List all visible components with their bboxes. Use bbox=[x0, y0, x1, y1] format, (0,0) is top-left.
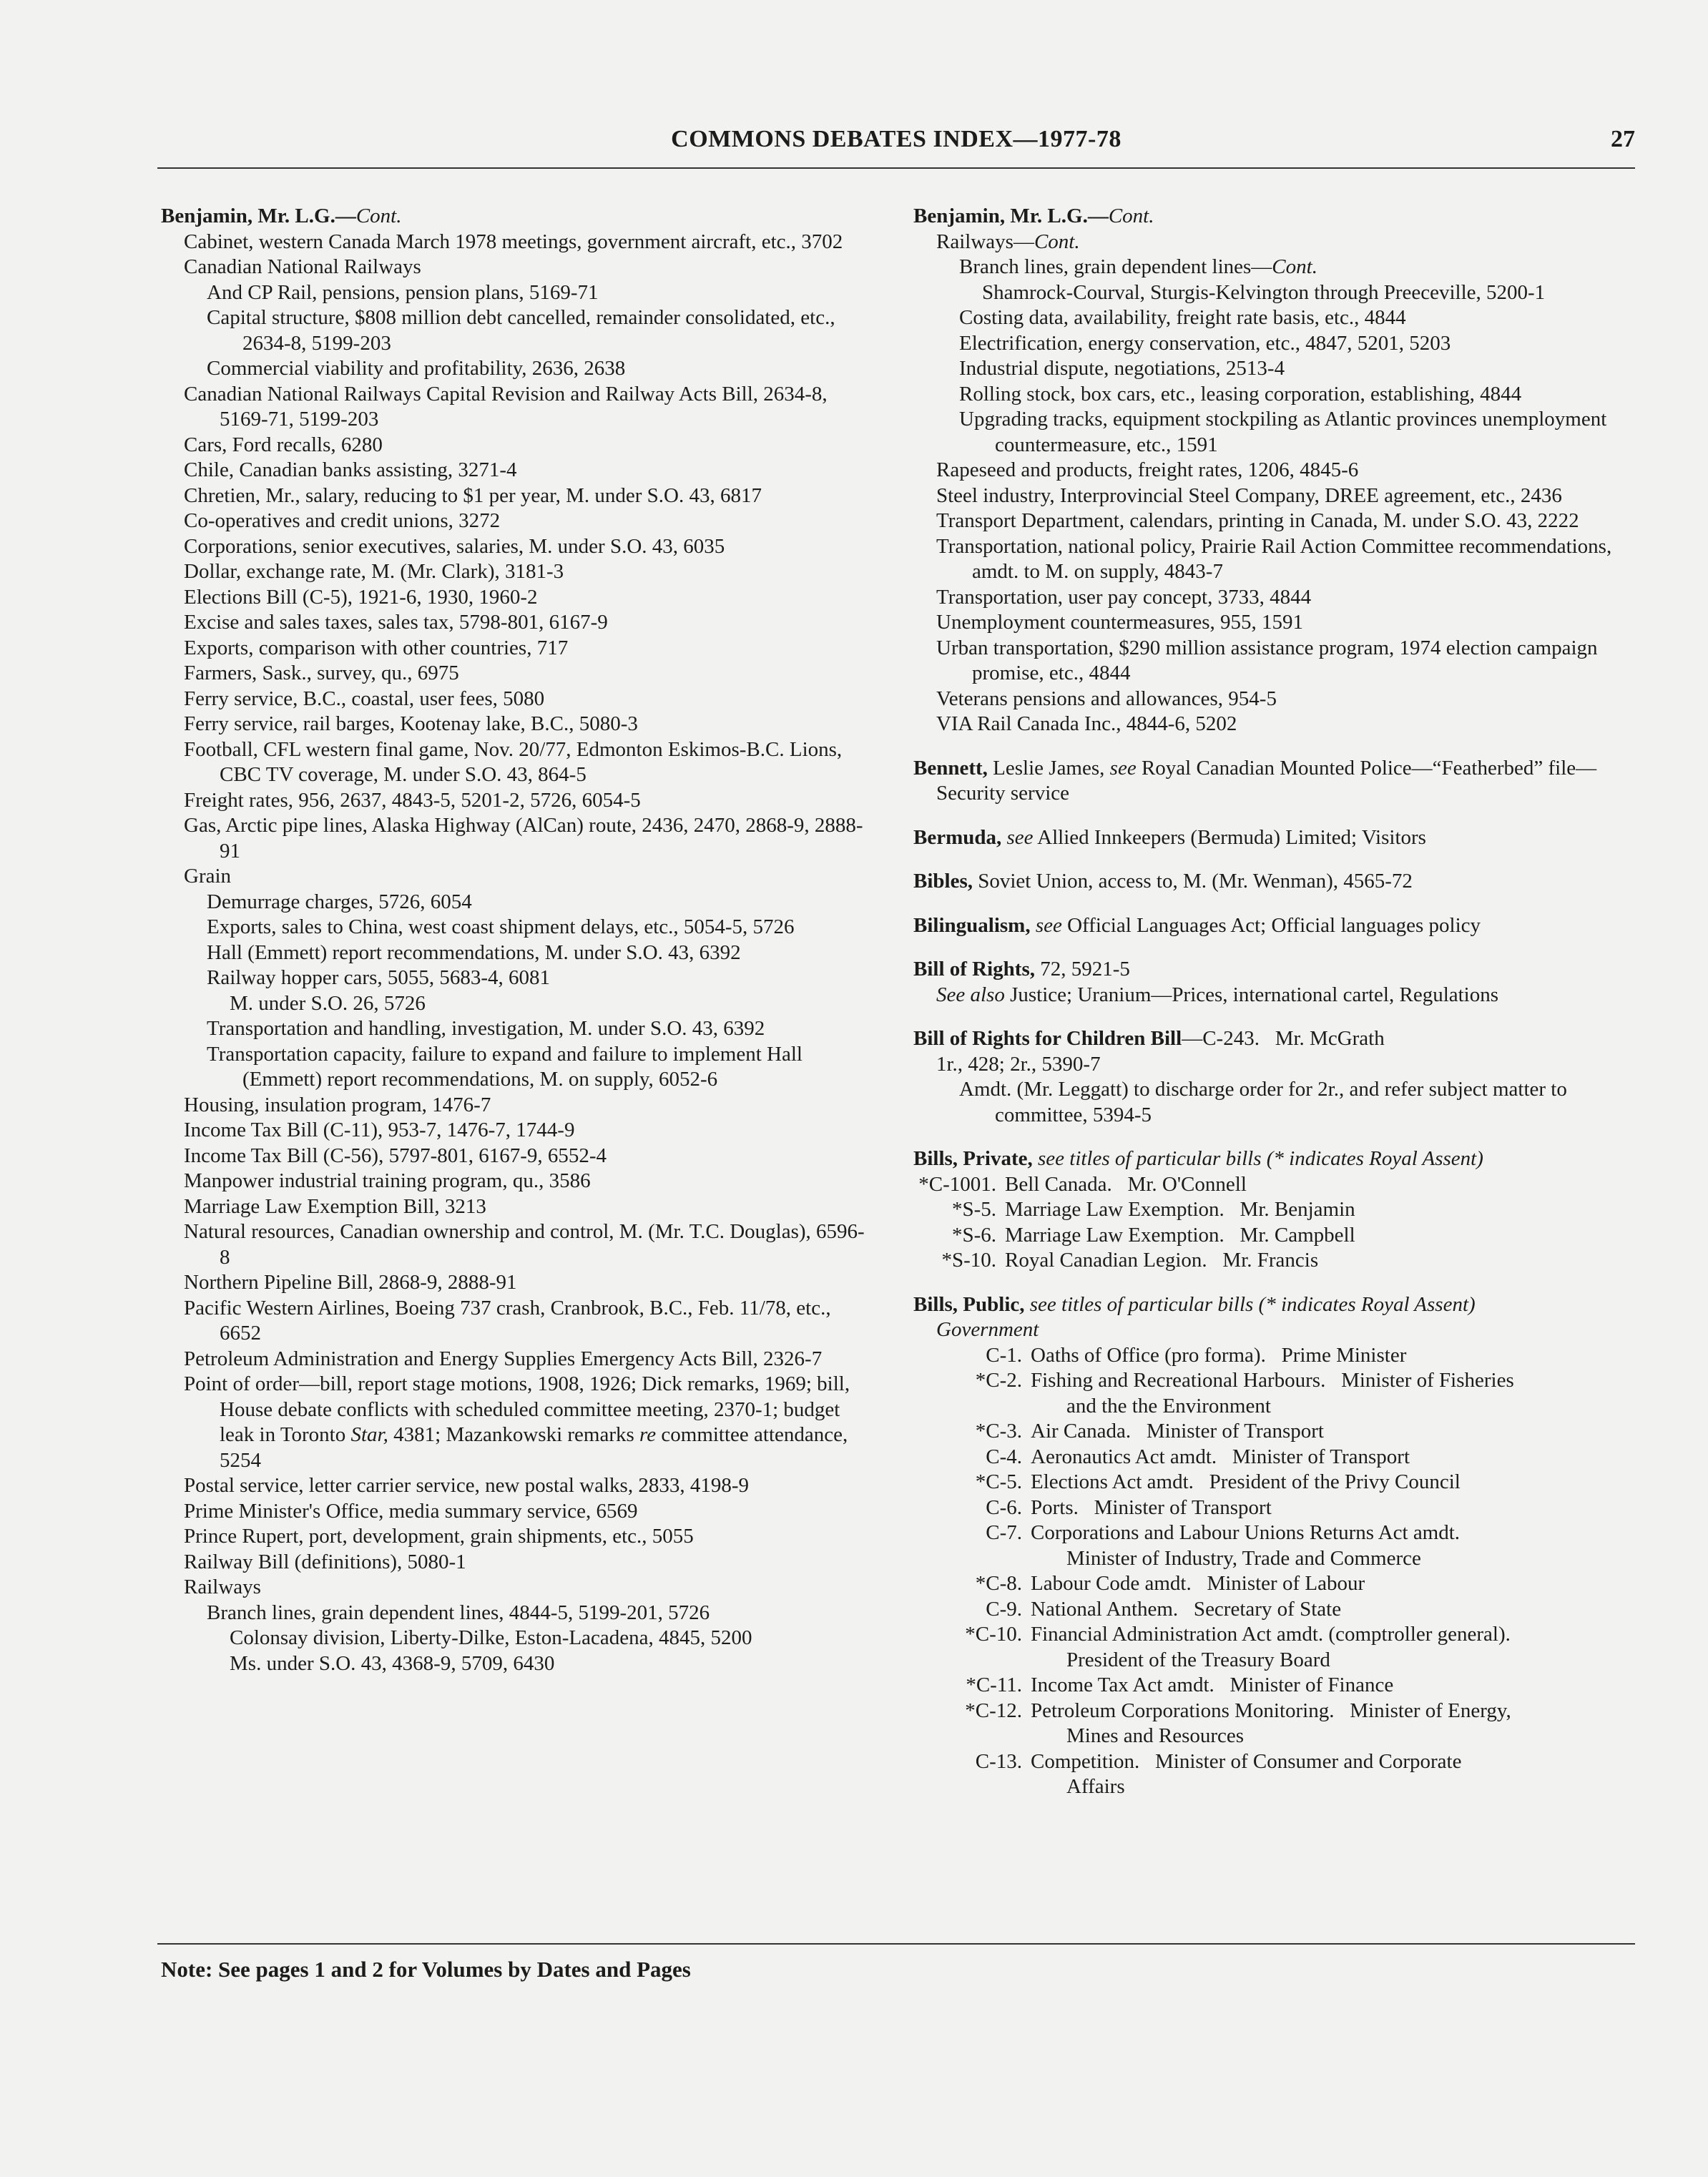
index-entry: Railway Bill (definitions), 5080-1 bbox=[184, 1550, 466, 1573]
index-entry: Pacific Western Airlines, Boeing 737 crash, Cranbrook, B.C., Feb. 11/78, etc., 6652 bbox=[184, 1296, 831, 1345]
bill-item bbox=[916, 1699, 1639, 1749]
index-entry: Prince Rupert, port, development, grain shipments, etc., 5055 bbox=[184, 1525, 694, 1548]
footer-rule bbox=[157, 1943, 1635, 1945]
bills-public-subhead: Government bbox=[936, 1318, 1039, 1341]
bill-title: Aeronautics Act amdt. Minister of Transport bbox=[1031, 1445, 1410, 1468]
index-entry: Canadian National Railways Capital Revision and Railway Acts Bill, 2634-8, 5169-71, 5199-203 bbox=[184, 382, 828, 431]
index-entry-point-of-order: Point of order—bill, report stage motions, 1908, 1926; Dick remarks, 1969; bill, House debate conflicts with scheduled committee meeting, 2370-1; budget leak in Toronto Star, 4381; Mazankowski remarks re committee attendance, 5254 bbox=[184, 1372, 850, 1472]
bill-number: *S-6. bbox=[951, 1223, 996, 1247]
index-entry: Transportation, user pay concept, 3733, 4844 bbox=[936, 585, 1312, 609]
bill-item bbox=[916, 1343, 1639, 1369]
bill-title: Labour Code amdt. Minister of Labour bbox=[1031, 1572, 1365, 1595]
index-entry: Cars, Ford recalls, 6280 bbox=[184, 433, 383, 456]
index-entry: Railways bbox=[184, 1576, 261, 1598]
right-column bbox=[913, 204, 1639, 1800]
index-subentry: Amdt. (Mr. Leggatt) to discharge order for 2r., and refer subject matter to committee, 5394-5 bbox=[959, 1078, 1567, 1126]
bill-number: *C-8. bbox=[975, 1572, 1022, 1595]
bill-number: *C-5. bbox=[975, 1470, 1022, 1493]
bill-item bbox=[916, 1571, 1639, 1597]
bill-item bbox=[916, 1520, 1639, 1571]
bill-number: C-1. bbox=[986, 1343, 1022, 1367]
index-entry: Steel industry, Interprovincial Steel Company, DREE agreement, etc., 2436 bbox=[936, 483, 1562, 507]
bill-title: Air Canada. Minister of Transport bbox=[1031, 1420, 1324, 1443]
bill-title: National Anthem. Secretary of State bbox=[1031, 1597, 1342, 1621]
bill-item bbox=[916, 1749, 1639, 1800]
index-subentry: M. under S.O. 26, 5726 bbox=[230, 991, 426, 1015]
left-column bbox=[161, 204, 865, 1676]
index-subentry: Ms. under S.O. 43, 4368-9, 5709, 6430 bbox=[230, 1651, 555, 1675]
index-subentry: Shamrock-Courval, Sturgis-Kelvington through Preeceville, 5200-1 bbox=[982, 280, 1546, 304]
index-subentry: Electrification, energy conservation, etc., 4847, 5201, 5203 bbox=[959, 331, 1451, 355]
bill-item bbox=[916, 1597, 1639, 1623]
index-subentry: Branch lines, grain dependent lines, 4844-5, 5199-201, 5726 bbox=[207, 1601, 710, 1624]
bill-title: Corporations and Labour Unions Returns Act amdt. Minister of Industry, Trade and Commerce bbox=[1031, 1521, 1461, 1570]
bill-title: Bell Canada. Mr. O'Connell bbox=[1005, 1172, 1247, 1196]
bill-number: C-9. bbox=[986, 1597, 1022, 1621]
bill-title: Elections Act amdt. President of the Privy Council bbox=[1031, 1470, 1461, 1493]
bill-item bbox=[890, 1223, 1639, 1249]
index-entry: VIA Rail Canada Inc., 4844-6, 5202 bbox=[936, 712, 1237, 735]
index-heading-bills-private: Bills, Private, see titles of particular bills (* indicates Royal Assent) bbox=[913, 1147, 1483, 1170]
page-number: 27 bbox=[1611, 126, 1635, 152]
bill-title: Marriage Law Exemption. Mr. Benjamin bbox=[1005, 1198, 1355, 1221]
footer-note: Note: See pages 1 and 2 for Volumes by Dates and Pages bbox=[161, 1957, 691, 1982]
bill-number: *S-5. bbox=[951, 1198, 996, 1221]
index-heading: Benjamin, Mr. L.G.—Cont. bbox=[913, 205, 1154, 227]
bill-title: Petroleum Corporations Monitoring. Minister of Energy, Mines and Resources bbox=[1031, 1699, 1511, 1747]
index-entry: Income Tax Bill (C-56), 5797-801, 6167-9, 6552-4 bbox=[184, 1144, 607, 1167]
index-subentry: Transportation and handling, investigation, M. under S.O. 43, 6392 bbox=[207, 1017, 765, 1040]
index-entry: Exports, comparison with other countries, 717 bbox=[184, 636, 569, 659]
bill-item bbox=[916, 1368, 1639, 1419]
bill-number: *C-1001. bbox=[918, 1172, 996, 1196]
bill-number: *C-11. bbox=[966, 1674, 1022, 1696]
bill-title: Fishing and Recreational Harbours. Minister of Fisheries and the the Environment bbox=[1031, 1369, 1514, 1417]
index-entry: Football, CFL western final game, Nov. 20/77, Edmonton Eskimos-B.C. Lions, CBC TV coverage, M. under S.O. 43, 864-5 bbox=[184, 737, 843, 786]
bill-number: *C-3. bbox=[975, 1420, 1022, 1443]
index-entry: Veterans pensions and allowances, 954-5 bbox=[936, 687, 1277, 710]
page-header bbox=[157, 126, 1635, 166]
index-entry: Housing, insulation program, 1476-7 bbox=[184, 1093, 491, 1116]
bill-title: Oaths of Office (pro forma). Prime Minister bbox=[1031, 1343, 1407, 1367]
index-heading-bills-public: Bills, Public, see titles of particular bills (* indicates Royal Assent) bbox=[913, 1292, 1476, 1316]
index-subentry: Rolling stock, box cars, etc., leasing corporation, establishing, 4844 bbox=[959, 382, 1522, 406]
index-entry: Ferry service, B.C., coastal, user fees, 5080 bbox=[184, 687, 545, 710]
index-entry: Transport Department, calendars, printing in Canada, M. under S.O. 43, 2222 bbox=[936, 509, 1579, 532]
bill-item bbox=[916, 1470, 1639, 1495]
index-entry: Canadian National Railways bbox=[184, 255, 421, 278]
bill-item bbox=[916, 1622, 1639, 1673]
index-entry: Excise and sales taxes, sales tax, 5798-801, 6167-9 bbox=[184, 611, 608, 634]
index-entry: Railways—Cont. bbox=[936, 230, 1080, 253]
bill-number: C-7. bbox=[986, 1521, 1022, 1544]
index-subentry: Colonsay division, Liberty-Dilke, Eston-Lacadena, 4845, 5200 bbox=[230, 1626, 752, 1649]
bill-title: Competition. Minister of Consumer and Corporate Affairs bbox=[1031, 1749, 1462, 1798]
index-entry: Farmers, Sask., survey, qu., 6975 bbox=[184, 662, 459, 684]
index-subentry: Upgrading tracks, equipment stockpiling as Atlantic provinces unemployment countermeasure, etc., 1591 bbox=[959, 408, 1607, 456]
bill-number: *C-10. bbox=[965, 1623, 1022, 1646]
bill-item bbox=[890, 1248, 1639, 1274]
index-entry: Cabinet, western Canada March 1978 meetings, government aircraft, etc., 3702 bbox=[184, 230, 843, 253]
index-entry: Natural resources, Canadian ownership and control, M. (Mr. T.C. Douglas), 6596-8 bbox=[184, 1220, 865, 1269]
bill-number: C-4. bbox=[986, 1445, 1022, 1468]
bill-title: Income Tax Act amdt. Minister of Finance bbox=[1031, 1674, 1394, 1696]
index-entry: 1r., 428; 2r., 5390-7 bbox=[936, 1052, 1101, 1076]
bill-title: Ports. Minister of Transport bbox=[1031, 1495, 1272, 1519]
index-subentry: Demurrage charges, 5726, 6054 bbox=[207, 890, 472, 913]
index-entry: Chile, Canadian banks assisting, 3271-4 bbox=[184, 458, 517, 481]
index-entry: Dollar, exchange rate, M. (Mr. Clark), 3181-3 bbox=[184, 560, 564, 583]
index-subentry: Industrial dispute, negotiations, 2513-4 bbox=[959, 357, 1285, 380]
index-entry: Rapeseed and products, freight rates, 1206, 4845-6 bbox=[936, 458, 1359, 481]
index-subentry: Railway hopper cars, 5055, 5683-4, 6081 bbox=[207, 966, 551, 989]
index-heading-bennett: Bennett, Leslie James, see Royal Canadian Mounted Police—“Featherbed” file—Security service bbox=[913, 756, 1597, 805]
index-heading: Benjamin, Mr. L.G.—Cont. bbox=[161, 205, 402, 227]
public-bills-list bbox=[913, 1343, 1639, 1800]
page-title: COMMONS DEBATES INDEX—1977-78 bbox=[671, 126, 1122, 152]
index-subentry: Costing data, availability, freight rate basis, etc., 4844 bbox=[959, 306, 1406, 329]
index-heading-bermuda: Bermuda, see Allied Innkeepers (Bermuda) Limited; Visitors bbox=[913, 825, 1426, 849]
index-heading-bill-of-rights: Bill of Rights, 72, 5921-5 bbox=[913, 958, 1130, 981]
index-entry: Ferry service, rail barges, Kootenay lake, B.C., 5080-3 bbox=[184, 712, 638, 735]
bill-number: *C-12. bbox=[965, 1699, 1022, 1722]
index-entry: Unemployment countermeasures, 955, 1591 bbox=[936, 611, 1304, 634]
index-subentry: Transportation capacity, failure to expand and failure to implement Hall (Emmett) report recommendations, M. on supply, 6052-6 bbox=[207, 1042, 803, 1091]
index-entry: Freight rates, 956, 2637, 4843-5, 5201-2, 5726, 6054-5 bbox=[184, 788, 641, 812]
bill-item bbox=[916, 1419, 1639, 1445]
index-subentry: Commercial viability and profitability, 2636, 2638 bbox=[207, 357, 626, 380]
bill-item bbox=[890, 1197, 1639, 1223]
index-entry: Income Tax Bill (C-11), 953-7, 1476-7, 1744-9 bbox=[184, 1119, 575, 1141]
index-entry: Chretien, Mr., salary, reducing to $1 per year, M. under S.O. 43, 6817 bbox=[184, 483, 762, 507]
index-entry: Petroleum Administration and Energy Supplies Emergency Acts Bill, 2326-7 bbox=[184, 1347, 823, 1370]
index-subentry: Branch lines, grain dependent lines—Cont. bbox=[959, 255, 1317, 278]
index-entry: Grain bbox=[184, 865, 232, 888]
index-heading-children-bill: Bill of Rights for Children Bill—C-243. Mr. McGrath bbox=[913, 1027, 1385, 1050]
bill-item bbox=[916, 1445, 1639, 1470]
index-entry: Gas, Arctic pipe lines, Alaska Highway (AlCan) route, 2436, 2470, 2868-9, 2888-91 bbox=[184, 814, 863, 863]
index-subentry: Hall (Emmett) report recommendations, M. under S.O. 43, 6392 bbox=[207, 940, 741, 964]
bill-number: *S-10. bbox=[941, 1249, 996, 1272]
index-entry: Elections Bill (C-5), 1921-6, 1930, 1960-2 bbox=[184, 585, 538, 609]
index-entry: Manpower industrial training program, qu., 3586 bbox=[184, 1169, 591, 1192]
bill-item bbox=[890, 1172, 1639, 1198]
bill-item bbox=[916, 1673, 1639, 1699]
index-entry: Prime Minister's Office, media summary service, 6569 bbox=[184, 1499, 638, 1523]
index-subentry: And CP Rail, pensions, pension plans, 5169-71 bbox=[207, 280, 599, 304]
index-entry: Postal service, letter carrier service, new postal walks, 2833, 4198-9 bbox=[184, 1474, 749, 1497]
bill-title: Marriage Law Exemption. Mr. Campbell bbox=[1005, 1223, 1355, 1247]
index-subentry: Capital structure, $808 million debt cancelled, remainder consolidated, etc., 2634-8, 5199-203 bbox=[207, 306, 835, 355]
index-entry: Transportation, national policy, Prairie Rail Action Committee recommendations, amdt. to M. on supply, 4843-7 bbox=[936, 534, 1612, 583]
index-entry: Co-operatives and credit unions, 3272 bbox=[184, 509, 501, 532]
bill-title: Financial Administration Act amdt. (comptroller general). President of the Treasury Board bbox=[1031, 1623, 1511, 1671]
header-rule bbox=[157, 167, 1635, 169]
index-entry: Corporations, senior executives, salaries, M. under S.O. 43, 6035 bbox=[184, 534, 725, 558]
bill-item bbox=[916, 1495, 1639, 1521]
index-heading-bilingualism: Bilingualism, see Official Languages Act; Official languages policy bbox=[913, 913, 1481, 937]
bill-title: Royal Canadian Legion. Mr. Francis bbox=[1005, 1249, 1319, 1272]
index-entry: Northern Pipeline Bill, 2868-9, 2888-91 bbox=[184, 1271, 517, 1294]
index-entry: Marriage Law Exemption Bill, 3213 bbox=[184, 1194, 486, 1218]
bill-number: *C-2. bbox=[975, 1369, 1022, 1392]
index-subentry: Exports, sales to China, west coast shipment delays, etc., 5054-5, 5726 bbox=[207, 915, 795, 938]
index-entry: Urban transportation, $290 million assistance program, 1974 election campaign promise, etc., 4844 bbox=[936, 636, 1598, 684]
index-heading-bibles: Bibles, Soviet Union, access to, M. (Mr. Wenman), 4565-72 bbox=[913, 870, 1413, 893]
bill-number: C-13. bbox=[975, 1749, 1022, 1773]
index-entry-see-also: See also Justice; Uranium—Prices, international cartel, Regulations bbox=[936, 983, 1499, 1006]
bill-number: C-6. bbox=[986, 1495, 1022, 1519]
